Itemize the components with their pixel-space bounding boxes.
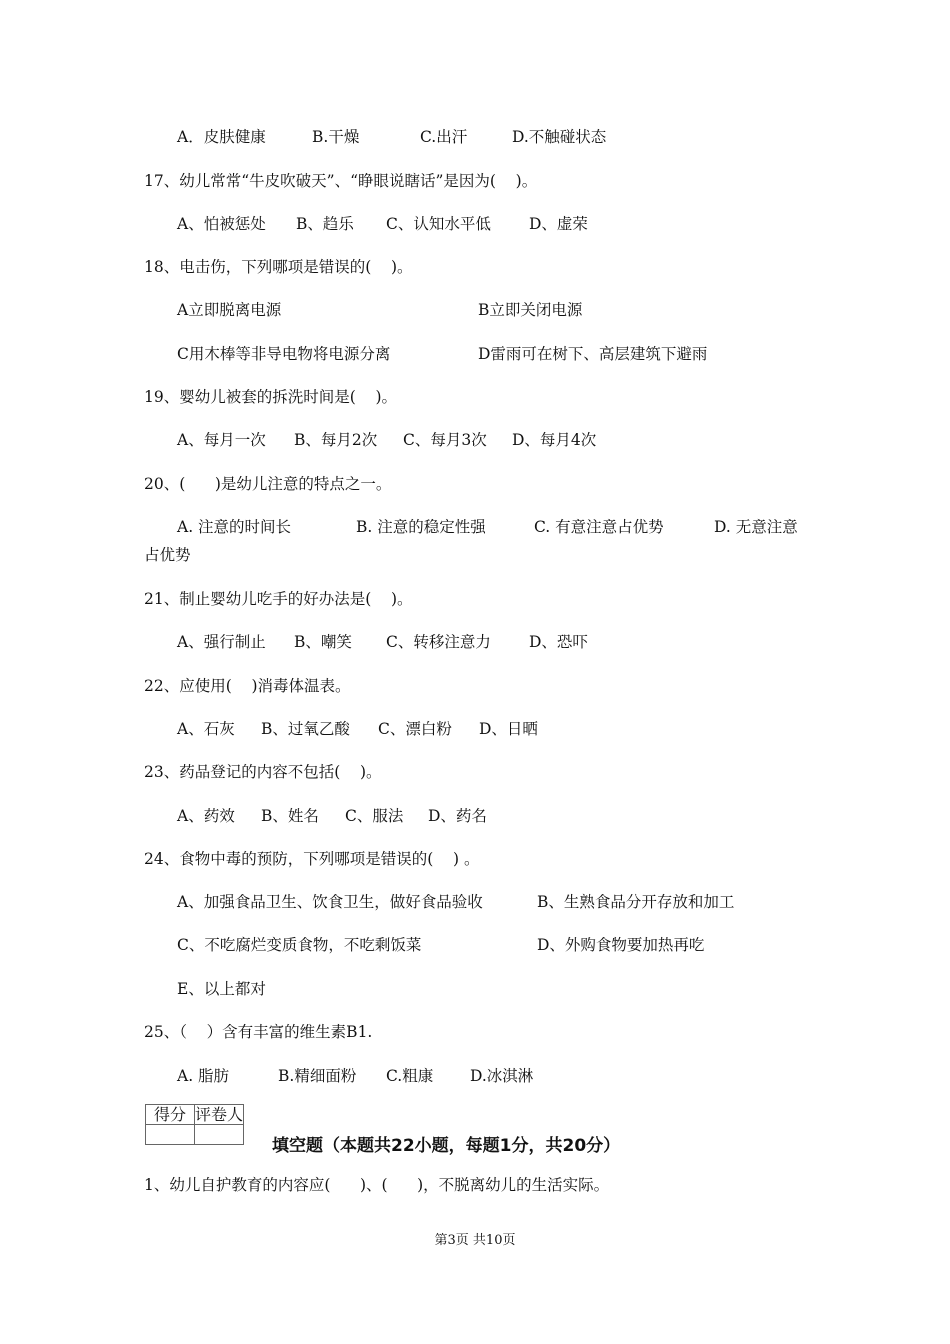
question-24-stem: 24、食物中毒的预防，下列哪项是错误的( ) 。 [144, 850, 480, 868]
option-a: A、加强食品卫生、饮食卫生，做好食品验收 [177, 893, 483, 911]
option-b: B、每月2次 [294, 431, 378, 449]
question-21-stem: 21、制止婴幼儿吃手的好办法是( )。 [144, 590, 413, 608]
option-b: B立即关闭电源 [478, 301, 583, 319]
option-a: A、强行制止 [177, 633, 266, 651]
option-c: C.出汗 [420, 128, 468, 146]
question-18-stem: 18、电击伤，下列哪项是错误的( )。 [144, 258, 413, 276]
option-c: C、认知水平低 [386, 215, 491, 233]
fill-question-1-stem: 1、幼儿自护教育的内容应( )、( )，不脱离幼儿的生活实际。 [144, 1176, 610, 1194]
section-title: 填空题（本题共22小题，每题1分，共20分） [272, 1136, 621, 1156]
option-d: D.冰淇淋 [470, 1067, 534, 1085]
score-label: 得分 [146, 1105, 195, 1125]
option-a: A、怕被惩处 [177, 215, 266, 233]
option-a: A立即脱离电源 [177, 301, 282, 319]
grader-label: 评卷人 [195, 1105, 244, 1124]
option-a: A. 脂肪 [177, 1067, 230, 1085]
grader-cell [195, 1125, 244, 1145]
option-e: E、以上都对 [177, 980, 266, 998]
option-d: D、日晒 [479, 720, 538, 738]
option-c: C、转移注意力 [386, 633, 491, 651]
option-d: D、恐吓 [529, 633, 588, 651]
option-d-continued: 占优势 [144, 546, 191, 564]
option-a: A、每月一次 [177, 431, 266, 449]
question-19-stem: 19、婴幼儿被套的拆洗时间是( )。 [144, 388, 398, 406]
option-b: B、趋乐 [296, 215, 354, 233]
page-footer: 第3页 共10页 [434, 1233, 516, 1248]
option-d: D.不触碰状态 [512, 128, 607, 146]
option-a: A．皮肤健康 [177, 128, 266, 146]
question-23-stem: 23、药品登记的内容不包括( )。 [144, 763, 382, 781]
question-17-stem: 17、幼儿常常“牛皮吹破天”、“睁眼说瞎话”是因为( )。 [144, 172, 538, 190]
option-a: A. 注意的时间长 [177, 518, 292, 536]
option-b: B、姓名 [261, 807, 319, 825]
option-b: B、生熟食品分开存放和加工 [537, 893, 735, 911]
option-c: C、漂白粉 [378, 720, 452, 738]
option-a: A、石灰 [177, 720, 235, 738]
option-d: D. 无意注意 [714, 518, 798, 536]
option-c: C、服法 [345, 807, 404, 825]
option-b: B、过氧乙酸 [261, 720, 350, 738]
option-d: D、虚荣 [529, 215, 588, 233]
option-d: D、药名 [428, 807, 487, 825]
question-25-stem: 25、（ ）含有丰富的维生素B1. [144, 1023, 373, 1041]
option-b: B.干燥 [312, 128, 360, 146]
option-c: C、不吃腐烂变质食物，不吃剩饭菜 [177, 936, 422, 954]
option-b: B. 注意的稳定性强 [356, 518, 486, 536]
option-c: C用木棒等非导电物将电源分离 [177, 345, 391, 363]
option-d: D、外购食物要加热再吃 [537, 936, 705, 954]
score-cell [146, 1125, 195, 1145]
option-a: A、药效 [177, 807, 235, 825]
option-c: C、每月3次 [403, 431, 487, 449]
question-22-stem: 22、应使用( )消毒体温表。 [144, 677, 351, 695]
option-d: D雷雨可在树下、高层建筑下避雨 [478, 345, 708, 363]
question-20-stem: 20、( )是幼儿注意的特点之一。 [144, 475, 392, 493]
option-d: D、每月4次 [512, 431, 597, 449]
option-c: C.粗康 [386, 1067, 434, 1085]
score-box [145, 1104, 244, 1145]
option-c: C. 有意注意占优势 [534, 518, 664, 536]
option-b: B.精细面粉 [278, 1067, 357, 1085]
option-b: B、嘲笑 [294, 633, 352, 651]
